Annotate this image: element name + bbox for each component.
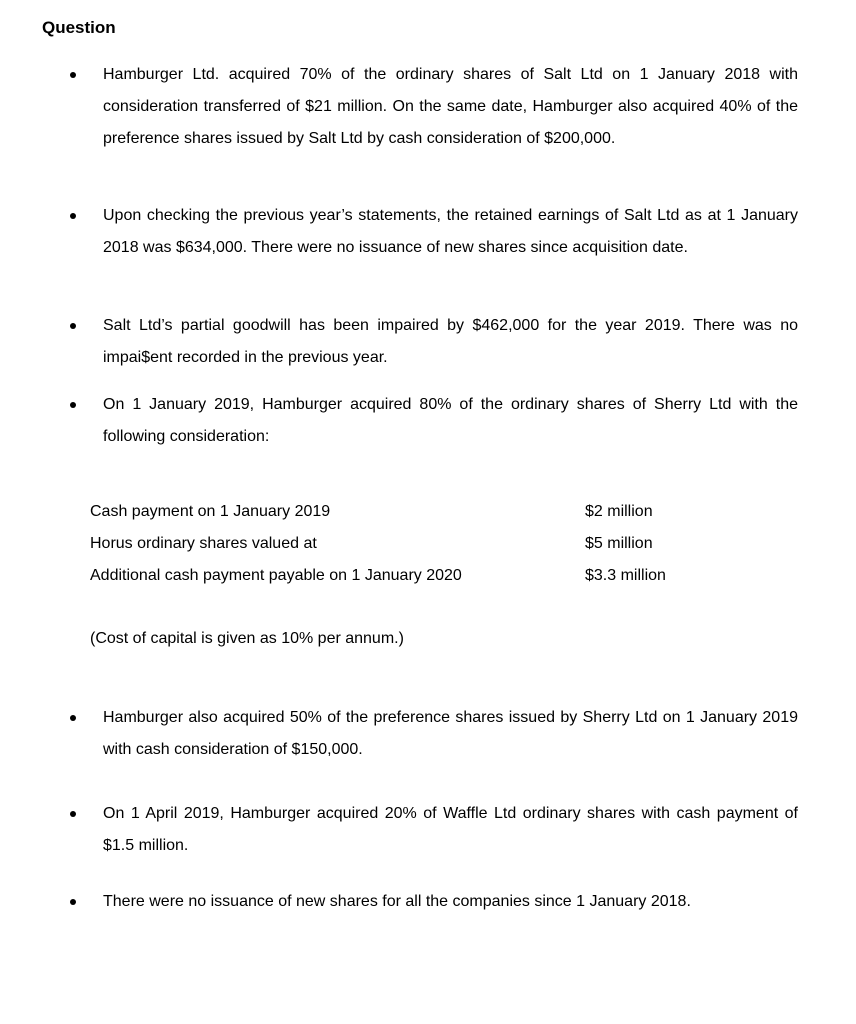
consideration-value-cash: $2 million (585, 503, 653, 520)
consideration-label-shares: Horus ordinary shares valued at (90, 535, 317, 552)
consideration-value-deferred: $3.3 million (585, 567, 666, 584)
bullet-dot (70, 715, 76, 721)
bullet-dot (70, 811, 76, 817)
question-heading: Question (42, 18, 116, 37)
bullet-text-waffle-acquisition: On 1 April 2019, Hamburger acquired 20% of Waffle Ltd ordinary shares with cash payment of $1.5 million. (103, 805, 798, 854)
consideration-label-deferred: Additional cash payment payable on 1 January 2020 (90, 567, 462, 584)
consideration-label-cash: Cash payment on 1 January 2019 (90, 503, 331, 520)
bullet-text-sherry-preference: Hamburger also acquired 50% of the preference shares issued by Sherry Ltd on 1 January 2019 with cash consideration of $150,000. (103, 709, 798, 758)
bullet-text-retained-earnings: Upon checking the previous year’s statements, the retained earnings of Salt Ltd as at 1 January 2018 was $634,000. There were no issuance of new shares since acquisition date. (103, 207, 798, 256)
bullet-dot (70, 323, 76, 329)
bullet-text-sherry-acquisition: On 1 January 2019, Hamburger acquired 80% of the ordinary shares of Sherry Ltd with the following consideration: (103, 396, 798, 445)
cost-of-capital-note: (Cost of capital is given as 10% per annum.) (90, 630, 404, 647)
bullet-text-no-new-shares: There were no issuance of new shares for all the companies since 1 January 2018. (103, 893, 691, 910)
bullet-dot (70, 899, 76, 905)
bullet-dot (70, 72, 76, 78)
bullet-dot (70, 402, 76, 408)
bullet-text-goodwill-impairment: Salt Ltd’s partial goodwill has been impaired by $462,000 for the year 2019. There was no impai$ent recorded in the previous year. (103, 317, 798, 366)
bullet-dot (70, 213, 76, 219)
bullet-text-salt-acquisition: Hamburger Ltd. acquired 70% of the ordinary shares of Salt Ltd on 1 January 2018 with consideration transferred of $21 million. On the same date, Hamburger also acquired 40% of the preference shares issued by Salt Ltd by cash consideration of $200,000. (103, 66, 798, 147)
consideration-value-shares: $5 million (585, 535, 653, 552)
